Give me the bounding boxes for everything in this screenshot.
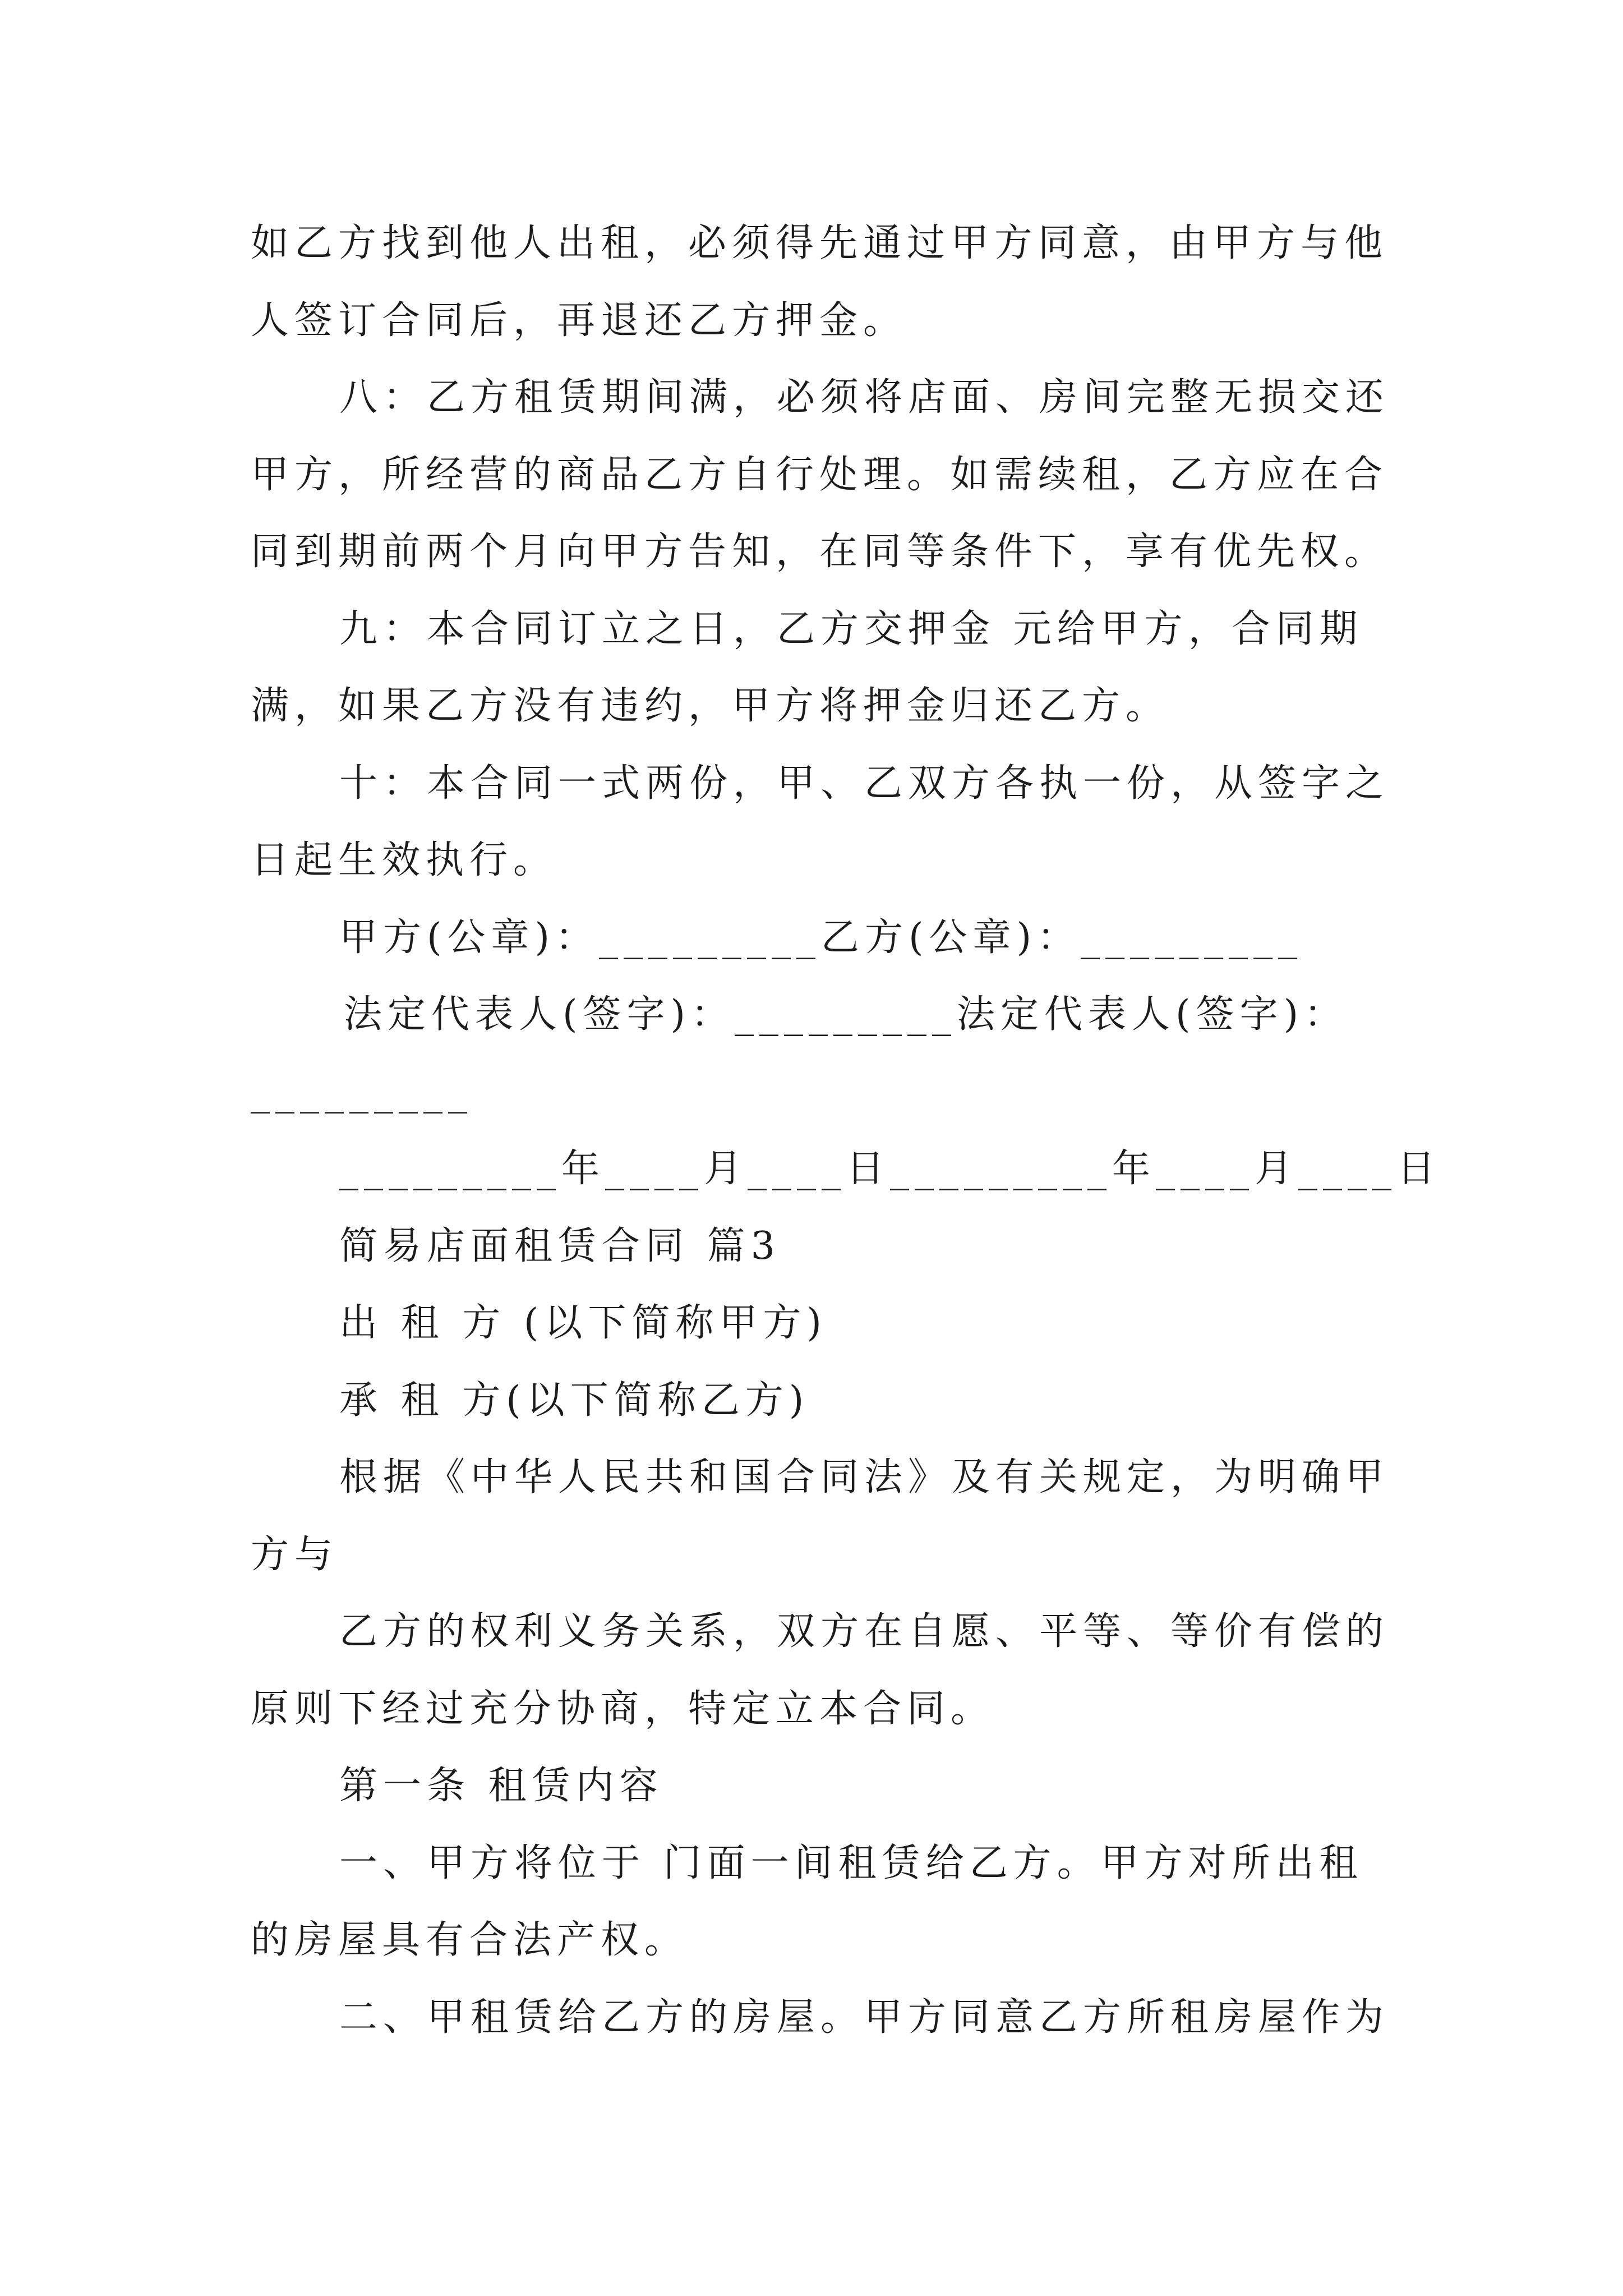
document-body [251,205,1513,2056]
text-line: 二、甲租赁给乙方的房屋。甲方同意乙方所租房屋作为 [339,1995,1390,2040]
date-line [251,1130,1513,1208]
signature-representative-line [251,976,1513,1130]
text-line: 出 租 方 (以下简称甲方) [339,1301,827,1345]
text-line: 如乙方找到他人出租，必须得先通过甲方同意，由甲方与他 [251,221,1389,265]
text-line: 承 租 方(以下简称乙方) [339,1378,810,1423]
text-line: 人签订合同后，再退还乙方押金。 [251,298,907,343]
text-line: 满，如果乙方没有违约，甲方将押金归还乙方。 [251,684,1170,728]
text-line: 同到期前两个月向甲方告知，在同等条件下，享有优先权。 [251,530,1389,574]
text-line: 一、甲方将位于 门面一间租赁给乙方。甲方对所出租 [339,1841,1363,1885]
text-line: 的房屋具有合法产权。 [251,1918,689,1962]
contract-title-part-3 [251,1208,1513,1285]
text-line: _________年____月____日_________年____月____日 [339,1147,1441,1191]
text-line: 根据《中华人民共和国合同法》及有关规定，为明确甲 [339,1455,1390,1499]
paragraph-deposit-refund-continuation [251,205,1513,359]
text-line: 乙方的权利义务关系，双方在自愿、平等、等价有偿的 [339,1609,1390,1654]
text-line: 法定代表人(签字)：_________法定代表人(签字)： [344,992,1348,1037]
text-line: 日起生效执行。 [251,838,557,882]
section-heading: 简易店面租赁合同 篇3 [339,1223,781,1268]
text-line: 甲方，所经营的商品乙方自行处理。如需续租，乙方应在合 [251,452,1389,497]
article-1-item-1 [251,1825,1513,1979]
text-line: 甲方(公章)：_________乙方(公章)：_________ [339,915,1303,960]
preamble-legal-basis [251,1439,1513,1593]
text-line: 原则下经过充分协商，特定立本合同。 [251,1686,995,1731]
clause-10 [251,745,1513,899]
signature-blank: _________ [251,1069,473,1114]
clause-9 [251,591,1513,745]
text-line: 方与 [251,1532,339,1577]
lessor-line [251,1285,1513,1362]
text-line: 十：本合同一式两份，甲、乙双方各执一份，从签字之 [339,761,1390,806]
lessee-line [251,1362,1513,1439]
preamble-rights-obligations [251,1593,1513,1747]
clause-8 [251,359,1513,591]
article-1-item-2 [251,1979,1513,2056]
text-line: 九：本合同订立之日，乙方交押金 元给甲方，合同期 [339,606,1363,651]
article-heading: 第一条 租赁内容 [339,1764,663,1808]
signature-seal-line [251,899,1513,977]
text-line: 八：乙方租赁期间满，必须将店面、房间完整无损交还 [339,375,1390,420]
article-1-heading [251,1747,1513,1825]
